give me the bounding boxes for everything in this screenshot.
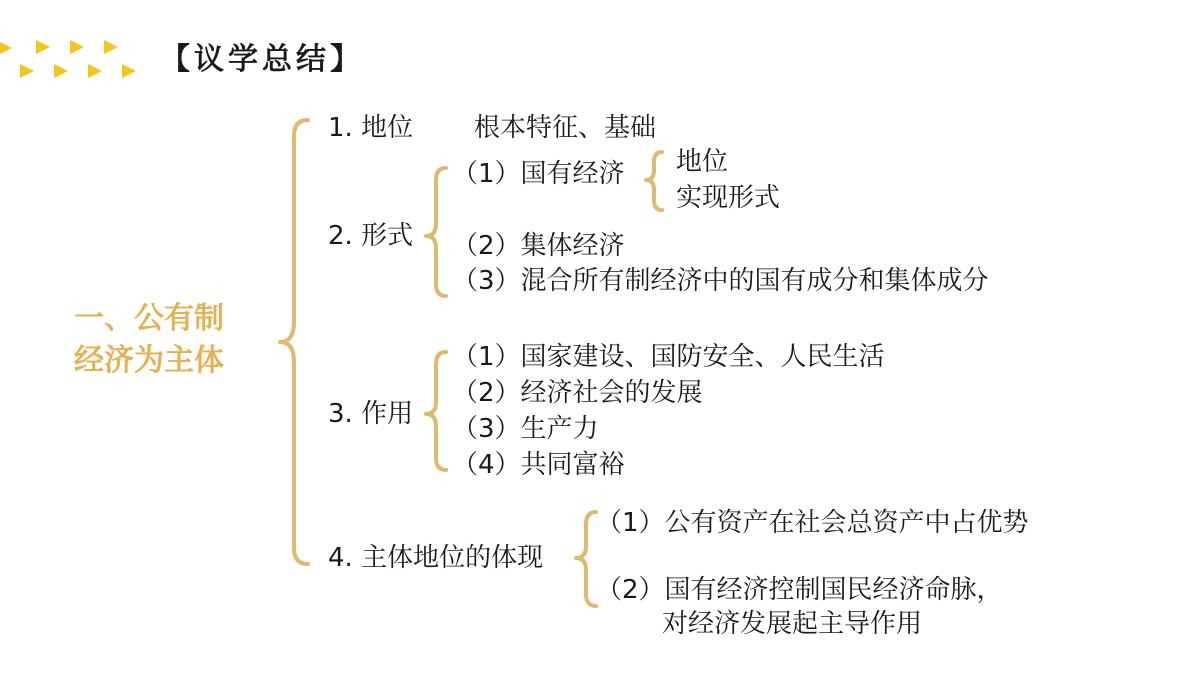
form-item-state-owned: （1）国有经济 <box>452 159 625 189</box>
function-item-3: （3）生产力 <box>452 414 599 444</box>
state-owned-brace <box>646 152 662 210</box>
function-item-4: （4）共同富裕 <box>452 450 625 480</box>
state-owned-sub-status: 地位 <box>676 147 729 177</box>
branch-form-label: 2. 形式 <box>328 221 414 251</box>
root-node <box>74 298 224 382</box>
function-item-1: （1）国家建设、国防安全、人民生活 <box>452 342 885 372</box>
form-item-collective: （2）集体经济 <box>452 231 625 261</box>
function-item-2: （2）经济社会的发展 <box>452 378 703 408</box>
embodiment-brace <box>576 512 596 606</box>
state-owned-sub-forms: 实现形式 <box>676 183 781 213</box>
root-line-2: 经济为主体 <box>74 343 224 378</box>
root-line-1: 一、公有制 <box>74 301 224 336</box>
main-brace <box>280 120 308 564</box>
embodiment-item-2-line-2: 对经济发展起主导作用 <box>662 609 923 639</box>
branch-function-label: 3. 作用 <box>328 399 414 429</box>
branch-embodiment-label: 4. 主体地位的体现 <box>328 543 544 573</box>
page-title: 【议学总结】 <box>160 42 364 77</box>
function-brace <box>426 352 446 470</box>
branch-status-label: 1. 地位 <box>328 113 414 143</box>
form-brace <box>426 168 446 296</box>
form-item-mixed: （3）混合所有制经济中的国有成分和集体成分 <box>452 266 989 296</box>
branch-status-detail: 根本特征、基础 <box>474 113 657 143</box>
embodiment-item-2-line-1: （2）国有经济控制国民经济命脉， <box>596 575 1003 605</box>
embodiment-item-1: （1）公有资产在社会总资产中占优势 <box>596 508 1029 538</box>
